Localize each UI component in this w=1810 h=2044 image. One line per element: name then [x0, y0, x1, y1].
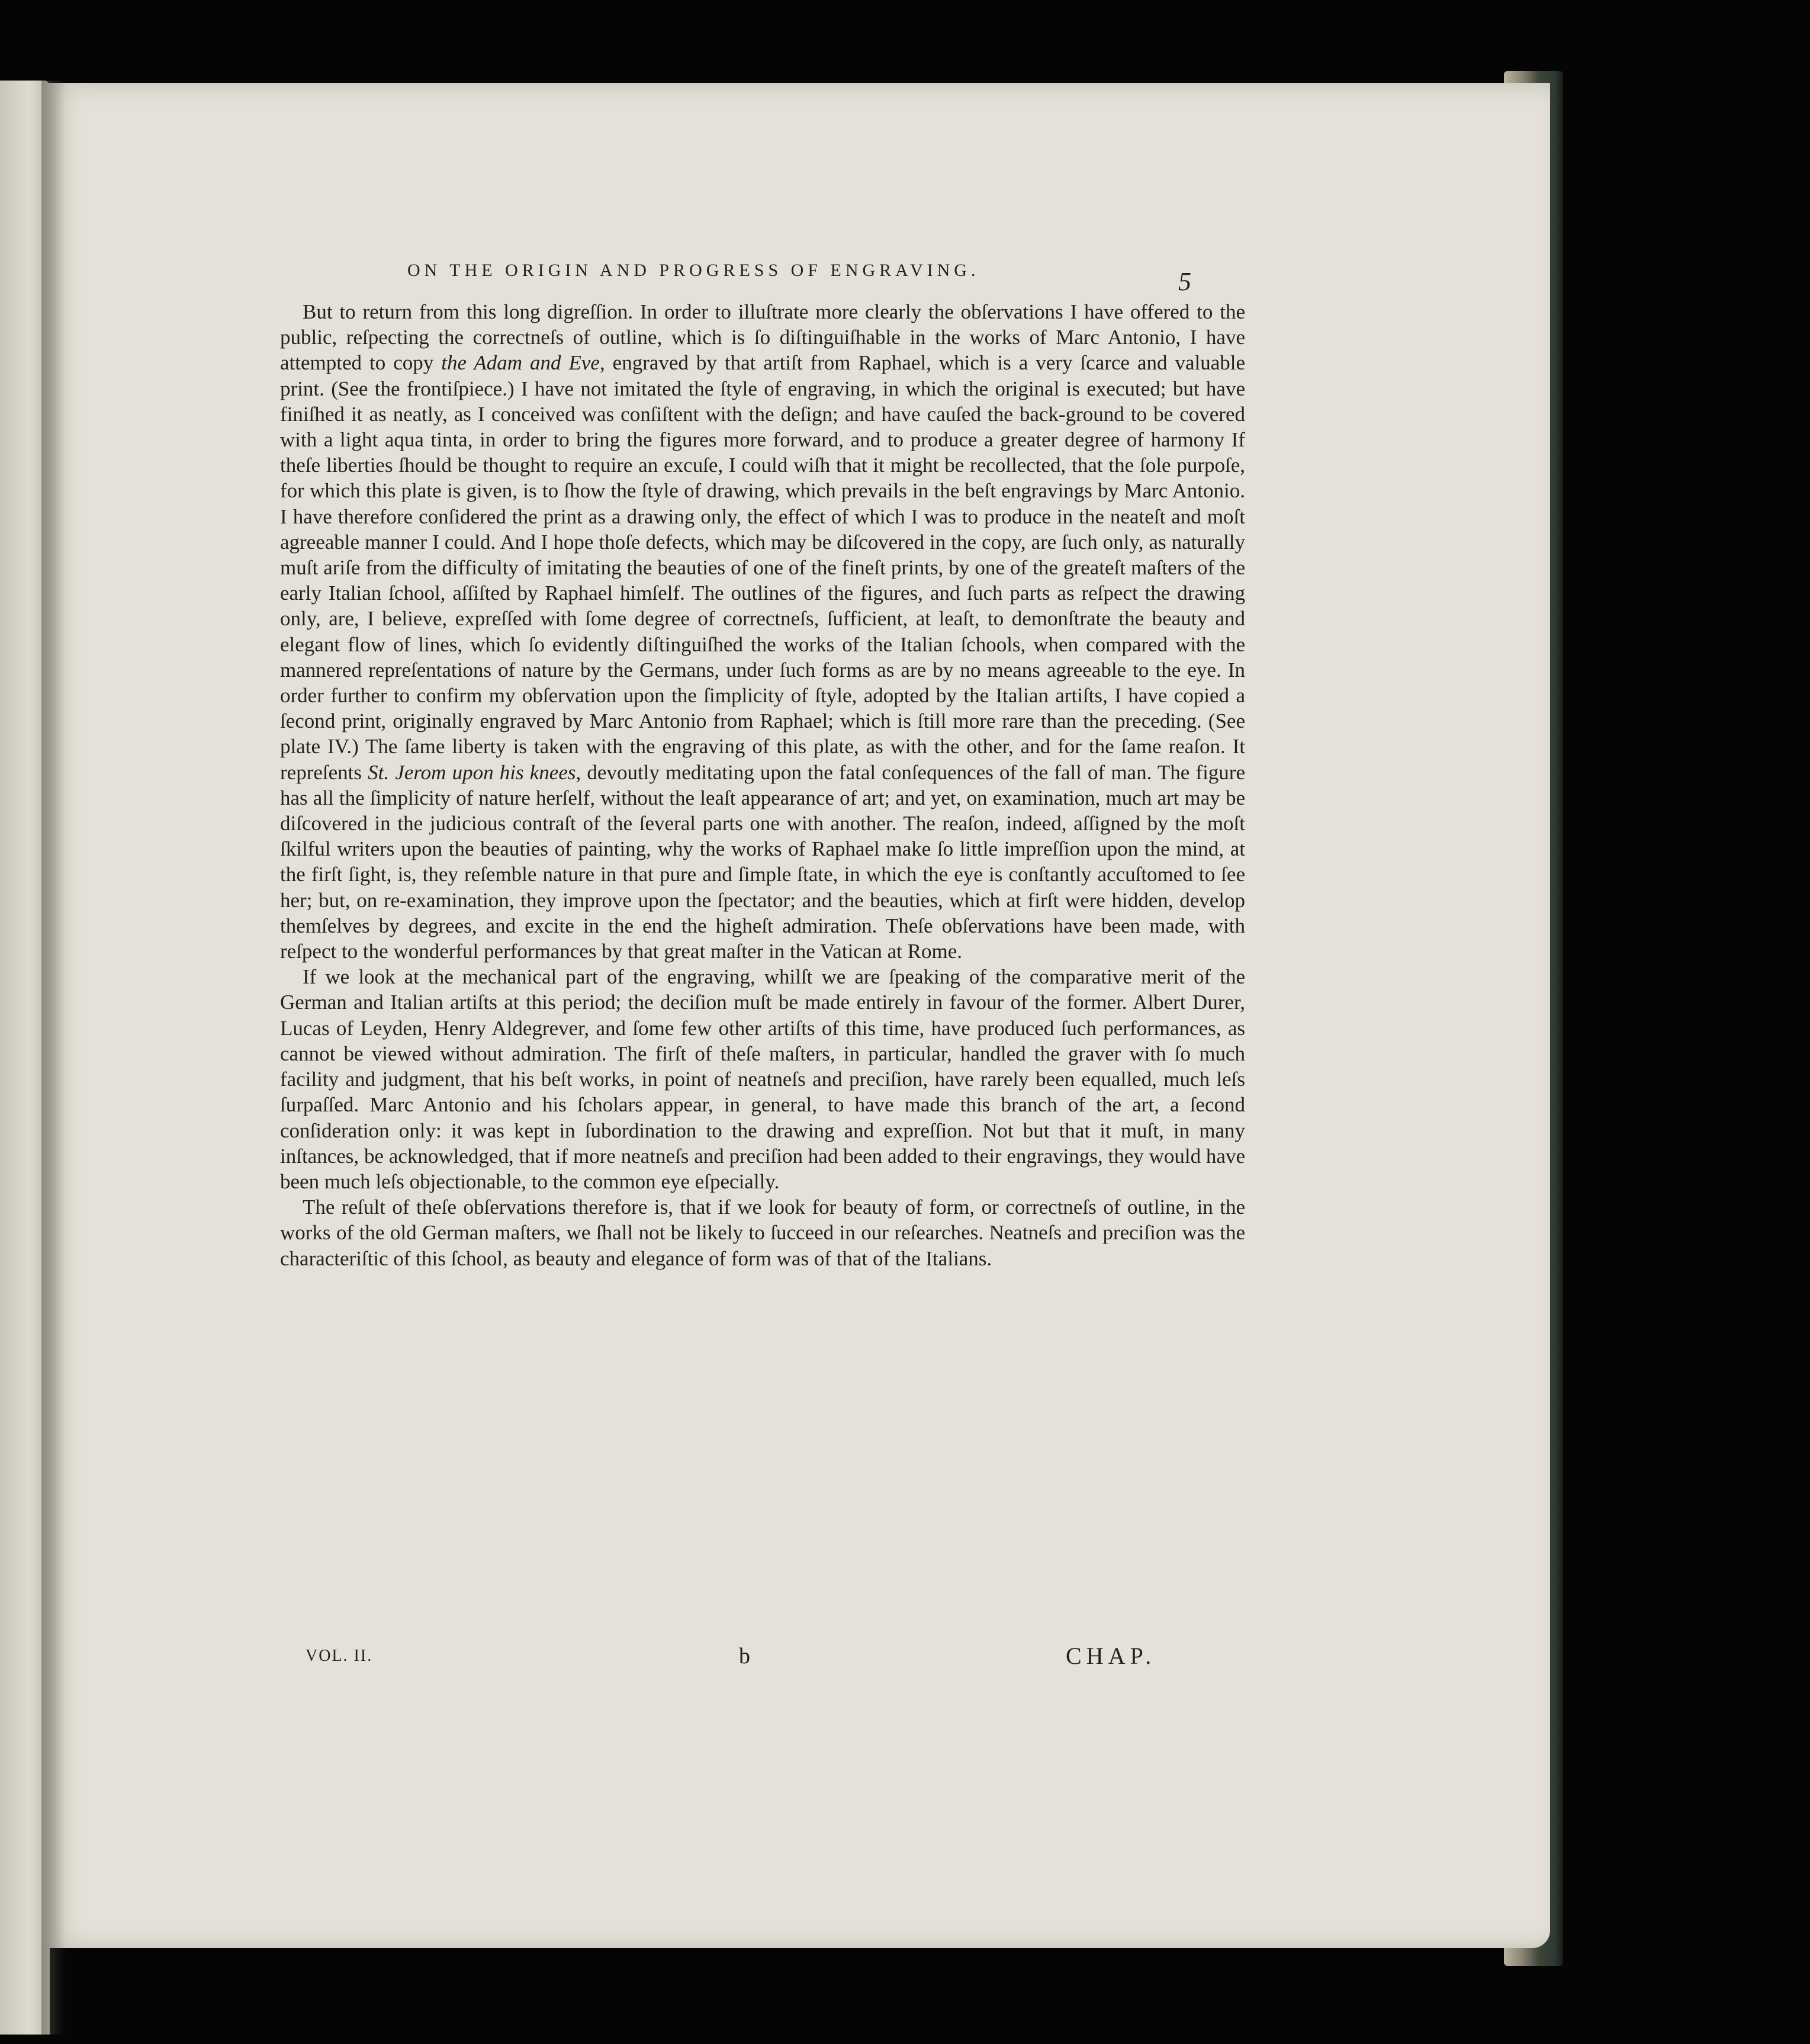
- italic-text: the Adam and Eve: [441, 351, 600, 375]
- italic-text: St. Jerom upon his knees: [368, 760, 576, 784]
- volume-label: VOL. II.: [306, 1647, 373, 1665]
- body-text: [280, 299, 1245, 1271]
- running-head-title: ON THE ORIGIN AND PROGRESS OF ENGRAVING.: [407, 261, 980, 280]
- paragraph: [280, 299, 1245, 964]
- paragraph: [280, 964, 1245, 1194]
- text-run: The reſult of theſe obſervations therefore is, that if we look for beauty of form, or correctneſs of outline, in the works of the old German maſters, we ſhall not be likely to ſucceed in our reſearches. Neatneſs and preciſion was the characteriſtic of this ſchool, as beauty and elegance of form was of that of the Italians.: [280, 1195, 1245, 1270]
- text-run: If we look at the mechanical part of the engraving, whilſt we are ſpeaking of the comparative merit of the German and Italian artiſts at this period; the deciſion muſt be made entirely in favour of the former. Albert Durer, Lucas of Leyden, Henry Aldegrever, and ſome few other artiſts of this time, have produced ſuch performances, as cannot be viewed without admiration. The firſt of theſe maſters, in particular, handled the graver with ſo much facility and judgment, that his beſt works, in point of neatneſs and preciſion, have rarely been equalled, much leſs ſurpaſſed. Marc Antonio and his ſcholars appear, in general, to have made this branch of the art, a ſecond conſideration only: it was kept in ſubordination to the drawing and expreſſion. Not but that it muſt, in many inſtances, be acknowledged, that if more neatneſs and preciſion had been added to their engravings, they would have been much leſs objectionable, to the common eye eſpecially.: [280, 965, 1245, 1193]
- paragraph: [280, 1194, 1245, 1271]
- gutter-shadow: [41, 81, 65, 2035]
- signature-mark: b: [739, 1644, 750, 1669]
- page-number: 5: [1178, 267, 1191, 296]
- text-run: , engraved by that artiſt from Raphael, which is a very ſcarce and valuable print. (See the frontiſpiece.) I have not imitated the ſtyle of engraving, in which the original is executed; but have finiſhed it as neatly, as I conceived was conſiſtent with the deſign; and have cauſed the back-ground to be covered with a light aqua tinta, in order to bring the figures more forward, and to produce a greater degree of harmony If theſe liberties ſhould be thought to require an excuſe, I could wiſh that it might be recollected, that the ſole purpoſe, for which this plate is given, is to ſhow the ſtyle of drawing, which prevails in the beſt engravings by Marc Antonio. I have therefore conſidered the print as a drawing only, the effect of which I was to produce in the neateſt and moſt agreeable manner I could. And I hope thoſe defects, which may be diſcovered in the copy, are ſuch only, as naturally muſt ariſe from the difficulty of imitating the beauties of one of the fineſt prints, by one of the greateſt maſters of the early Italian ſchool, aſſiſted by Raphael himſelf. The outlines of the figures, and ſuch parts as reſpect the drawing only, are, I believe, expreſſed with ſome degree of correctneſs, ſufficient, at leaſt, to demonſtrate the beauty and elegant flow of lines, which ſo evidently diſtinguiſhed the works of the Italian ſchools, when compared with the mannered repreſentations of nature by the Germans, under ſuch forms as are by no means agreeable to the eye. In order further to confirm my obſervation upon the ſimplicity of ſtyle, adopted by the Italian artiſts, I have copied a ſecond print, originally engraved by Marc Antonio from Raphael; which is ſtill more rare than the preceding. (See plate IV.) The ſame liberty is taken with the engraving of this plate, as with the other, and for the ſame reaſon. It repreſents: [280, 351, 1246, 784]
- text-run: But to return from this long digreſſion. In order to illuſtrate more clearly the obſervations I have offered to the public, reſpecting the correctneſs of outline, which is ſo diſtinguiſhable in the works of Marc Antonio, I have attempted to copy: [280, 300, 1245, 375]
- catchword: CHAP.: [1066, 1643, 1156, 1669]
- book-page: [46, 83, 1550, 1948]
- text-run: , devoutly meditating upon the fatal conſequences of the fall of man. The figure has all the ſimplicity of nature herſelf, without the leaſt appearance of art; and yet, on examination, much art may be diſcovered in the judicious contraſt of the ſeveral parts one with another. The reaſon, indeed, aſſigned by the moſt ſkilful writers upon the beauties of painting, why the works of Raphael make ſo little impreſſion upon the mind, at the firſt ſight, is, they reſemble nature in that pure and ſimple ſtate, in which the eye is conſtantly accuſtomed to ſee her; but, on re-examination, they improve upon the ſpectator; and the beauties, which at firſt were hidden, develop themſelves by degrees, and excite in the end the higheſt admiration. Theſe obſervations have been made, with reſpect to the wonderful performances by that great maſter in the Vatican at Rome.: [280, 760, 1245, 963]
